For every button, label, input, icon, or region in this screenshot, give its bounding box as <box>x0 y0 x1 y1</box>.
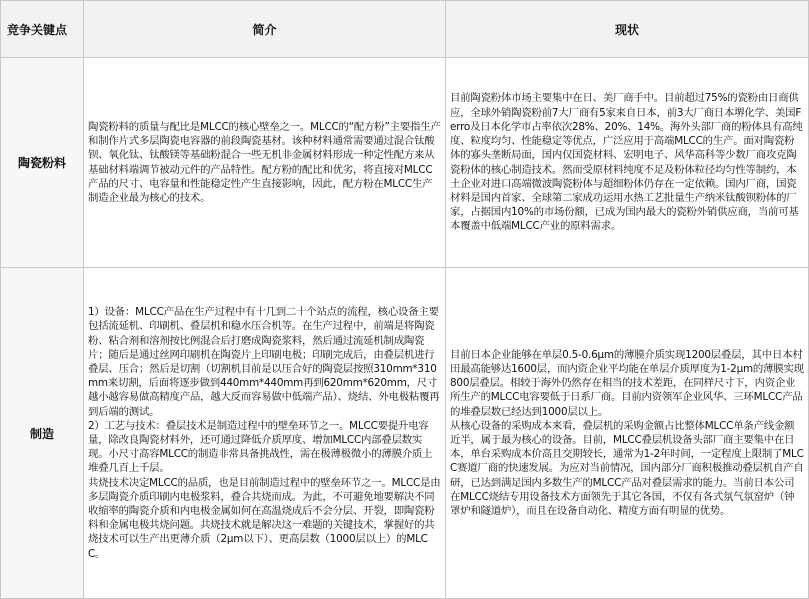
manufacturing-intro <box>84 268 446 599</box>
manufacturing-status-equipment: 从核心设备的采购成本来看，叠层机的采购金额占比整体MLCC单条产线金额近半，属于最为核心的设备。目前，MLCC叠层机设备头部厂商主要集中在日本，单台采购成本价高且交期较长，通常为1-2年时间，一定程度上限制了MLCC赛道厂商的快速发展。为应对当前情况，国内部分厂商积极推动叠层机自产自研，已达到满足国内多数生产的MLCC产品对叠层需求的能力。当前日本公司在MLCC烧结专用设备技术方面领先于其它各国，不仅有各式氛气氛窑炉（钟罩炉和隧道炉），而且在设备自动化、精度方面有明显的优势。 <box>450 419 804 518</box>
manufacturing-intro-equipment: 1）设备：MLCC产品在生产过程中有十几到二十个站点的流程，核心设备主要包括流延机、印刷机、叠层机和稳水压合机等。在生产过程中，前端是将陶瓷粉、粘合剂和溶剂按比例混合后打磨成陶瓷浆料，然后通过流延机制成陶瓷片；随后是通过丝网印刷机在陶瓷片上印刷电极；印刷完成后，由叠层机进行叠层、压合；然后是切割（切割机目前是以压合好的陶瓷层按照310mm*310mm来切割，后面将逐步做到440mm*440mm再到620mm*620mm，尺寸越小越容易做高精度产品，越大反而容易做中低端产品）、烧结、外电极粘覆再到后端的测试。 <box>88 306 440 418</box>
row-label-ceramic-powder: 陶瓷粉料 <box>1 58 84 268</box>
manufacturing-status <box>446 268 809 599</box>
header-status: 现状 <box>446 1 809 58</box>
table-row-manufacturing <box>1 268 809 599</box>
header-key-point: 竞争关键点 <box>1 1 84 58</box>
row-label-manufacturing: 制造 <box>1 268 84 599</box>
ceramic-powder-status: 目前陶瓷粉体市场主要集中在日、美厂商手中。目前超过75%的瓷粉由日商供应，全球外销陶瓷粉前7大厂商有5家来自日本，前3大厂商日本堺化学、美国Ferro及日本化学市占率依次28%、20%、14%。海外头部厂商的粉体具有高纯度、粒度均匀、性能稳定等优点，广泛应用于高端MLCC的生产。面对陶瓷粉体的寡头垄断局面，国内仅国瓷材料、宏明电子、风华高科等少数厂商攻克陶瓷粉体的核心制造技术。然而受原材料纯度不足及粉体粒径均匀性等制约，本土企业对进口高端微波陶瓷粉体与超细粉体仍存在一定依赖。国内厂商，国瓷材料是国内首家、全球第二家成功运用水热工艺批量生产纳米钛酸钡粉体的厂家，占据国内10%的市场份额，已成为国内最大的瓷粉外销供应商，当前可基本覆盖中低端MLCC产业的原料需求。 <box>446 58 809 268</box>
table-header-row <box>1 1 809 58</box>
table-row-ceramic-powder <box>1 58 809 268</box>
manufacturing-intro-process: 2）工艺与技术：叠层技术是制造过程中的壁垒环节之一。MLCC要提升电容量，除改良陶瓷材料外，还可通过降低介质厚度、增加MLCC内部叠层数实现。小尺寸高容MLCC的制造非常具备挑战性，需在极薄极微小的薄膜介质上堆叠几百上千层。 <box>88 419 433 475</box>
ceramic-powder-intro: 陶瓷粉料的质量与配比是MLCC的核心壁垒之一。MLCC的“配方粉”主要指生产和制作片式多层陶瓷电容器的前段陶瓷基材。该种材料通常需要通过混合钛酸钡、氧化钛、钛酸镁等基础粉混合一些无机非金属材料形成一种定性配方来从基础材料端调节被动元件的产品特性。配方粉的配比和优劣，将直接对MLCC产品的尺寸、电容量和性能稳定性产生直接影响，因此，配方粉在MLCC生产制造企业最为核心的技术。 <box>84 58 446 268</box>
manufacturing-intro-cofiring: 共烧技术决定MLCC的品质，也是目前制造过程中的壁垒环节之一。MLCC是由多层陶瓷介质印刷内电极浆料，叠合共烧而成。为此，不可避免地要解决不同收缩率的陶瓷介质和内电极金属如何在高温烧成后不会分层、开裂，即陶瓷粉料和金属电极共烧问题。共烧技术就是解决这一难题的关键技术，掌握好的共烧技术可以生产出更薄介质（2μm以下）、更高层数（1000层以上）的MLCC。 <box>88 476 441 560</box>
manufacturing-status-layers: 目前日本企业能够在单层0.5-0.6μm的薄膜介质实现1200层叠层，其中日本村田最高能够达1600层，而内资企业平均能在单层介质厚度为1-2μm的薄膜实现800层叠层。相较于海外仍然存在相当的技术差距，在同样尺寸下，内资企业所生产的MLCC电容要低于日系厂商。目前内资领军企业风华、三环MLCC产品的堆叠层数已经达到1000层以上。 <box>450 348 804 418</box>
header-intro: 简介 <box>84 1 446 58</box>
